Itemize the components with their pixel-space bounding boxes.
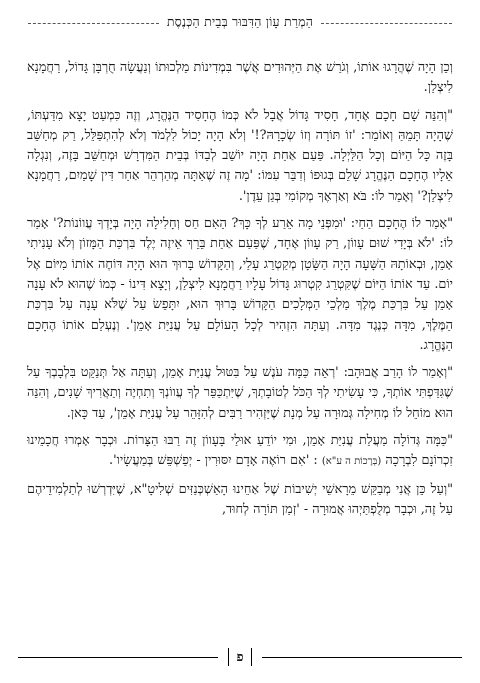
body-text <box>27 58 453 527</box>
page-number: פ <box>228 648 251 666</box>
paragraph-5-part-b: : 'אִם רוֹאֶה אָדָם יִסּוּרִין - יְפַשְׁפֵּשׁ בְּמַעֲשָׂיו'. <box>109 453 318 469</box>
header-rule-left <box>28 23 159 24</box>
running-header <box>28 12 452 32</box>
paragraph-5 <box>27 431 453 473</box>
footer-rule-right <box>262 657 462 658</box>
paragraph-1: וְכֵן הָיָה שֶׁהֲרָגוּ אוֹתוֹ, וְגֹרַשׁ אֶת הַיְּהוּדִים אֲשֶׁר בִּמְדִינוֹת מַלְכוּתוֹ וְנַעֲשָׂה חֻרְבָּן גָּדוֹל, רַחֲמָנָא לִיצְלַן. <box>27 60 453 96</box>
paragraph-3: "אָמַר לוֹ הֶחָכָם הַחַי: 'וּמִפְּנֵי מָה אֵרַע לְךָ כָּךְ? הַאִם חַס וְחָלִילָה הָיָה בְּיָדְךָ עֲווֹנוֹת?' אָמַר לוֹ: 'לֹא בְּיָדִי שׁוּם עָווֹן, רַק עָווֹן אֶחָד, שֶׁפַּעַם אַחַת בֵּרֵךְ אֵיזֶה יֶלֶד בִּרְכַּת הַמָּזוֹן וְלֹא עָנִיתִי אָמֵן, וּבְאוֹתָהּ הַשָּׁעָה הָיָה הַשָּׂטָן מְקַטְרֵג עָלַי, וְהַקָּדוֹשׁ בָּרוּךְ הוּא הָיָה דּוֹחֶה אוֹתוֹ מִיּוֹם אֶל יוֹם. עַד אוֹתוֹ הַיּוֹם שֶׁקִּטְרֵג קִטְרוּג גָּדוֹל עָלָיו רַחֲמָנָא לִיצְלַן, וְיָצָא דִּינוֹ - כְּמוֹ שֶׁהוּא לֹא עָנָה אָמֵן עַל בִּרְכַּת מֶלֶךְ מַלְכֵי הַמְּלָכִים הַקָּדוֹשׁ בָּרוּךְ הוּא, יִתָּפֵשׂ עַל שֶׁלֹּא עָנָה עַל בִּרְכַּת הַמֶּלֶךְ, מִדָּה כְּנֶגֶד מִדָּה. וְעַתָּה הִזְהִיר לְכָל הָעוֹלָם עַל עֲנִיַּת אָמֵן'. וְנֶעְלַם אוֹתוֹ הֶחָכָם הַנֶּהֱרָג. <box>27 216 453 353</box>
header-title: הַמְרַת עָוֹן הַדִּבּוּר בְּבֵית הַכְּנֶסֶת <box>166 14 314 29</box>
source-citation: (בְּרָכוֹת ה ע"א) <box>321 456 382 468</box>
paragraph-5-part-a: "כַּמָּה גְּדוֹלָה מַעֲלַת עֲנִיַּת אָמֵן, וּמִי יוֹדֵעַ אוּלַי בָּעָווֹן זֶה רַבּוּ הַצָּרוֹת. וּכְבָר אָמְרוּ חֲכָמֵינוּ זִכְרוֹנָם לִבְרָכָה <box>27 433 453 469</box>
paragraph-6: "וְעַל כֵּן אֲנִי מְבַקֵּשׁ מֵרָאשֵׁי יְשִׁיבוֹת שֶׁל אַחֵינוּ הָאַשְׁכְּנַזִּים שְׁלִיטָ"א, שֶׁיִּדְרְשׁוּ לְתַלְמִידֵיהֶם עַל זֶה, וּכְבָר מְלֻפְתַּיְהוּ אֲמוּרָה - 'זְמַן תּוֹרָה לְחוּד, <box>27 481 453 517</box>
page-footer <box>0 644 480 670</box>
header-rule-right <box>321 23 452 24</box>
paragraph-4: "וְאָמַר לוֹ הָרַב אֲבוּהָב: 'רְאֵה כַּמָּה עֹנֶשׁ עַל בִּטּוּל עֲנִיַּת אָמֵן, וְעַתָּה אַל תְּנַקֵּט בִּלְבָבְךָ עַל שֶׁגִּדַּפְתִּי אוֹתְךָ, כִּי עָשִׂיתִי לְךָ הַכֹּל לְטוֹבָתְךָ, שֶׁיִּתְכַּפֵּר לְךָ עֲווֹנְךָ וְתִחְיֶה וְתַאֲרִיךְ שָׁנִים, וְהִנֵּה הוּא מוֹחֵל לוֹ מְחִילָה גְּמוּרָה עַל מְנָת שֶׁיַּזְהִיר רַבִּים לְהִזָּהֵר עַל עֲנִיַּת אָמֵן', עַד כָּאן. <box>27 365 453 421</box>
footer-rule-left <box>18 657 218 658</box>
paragraph-2: "וְהִנֵּה שָׁם חָכָם אֶחָד, חָסִיד גָּדוֹל אֲבָל לֹא כְּמוֹ הֶחָסִיד הַנֶּהֱרָג, וְזֶה כִּמְעַט יָצָא מִדַּעְתּוֹ, שֶׁהָיָה תָּמֵהַּ וְאוֹמֵר: 'זוֹ תּוֹרָה וְזוֹ שְׂכָרָהּ?!' וְלֹא הָיָה יָכוֹל לִלְמֹד וְלֹא לְהִתְפַּלֵּל, רַק מְחַשֵּׁב בָּזֶה כָּל הַיּוֹם וְכָל הַלַּיְלָה. פַּעַם אַחַת הָיָה יוֹשֵׁב לְבַדּוֹ בְּבֵית הַמִּדְרָשׁ וּמְחַשֵּׁב בָּזֶה, וְנִגְלָה אֵלָיו הֶחָכָם הַנֶּהֱרָג שָׁלֵם בְּגוּפוֹ וְדִבֵּר עִמּוֹ: 'מָה זֶה שֶׁאַתָּה מְהַרְהֵר אַחַר דִּין שָׁמַיִם, רַחֲמָנָא לִיצְלַן?' וְאָמַר לוֹ: בֹּא וְאַרְאֶךָ מְקוֹמִי בְּגַן עֵדֶן'. <box>27 107 453 204</box>
